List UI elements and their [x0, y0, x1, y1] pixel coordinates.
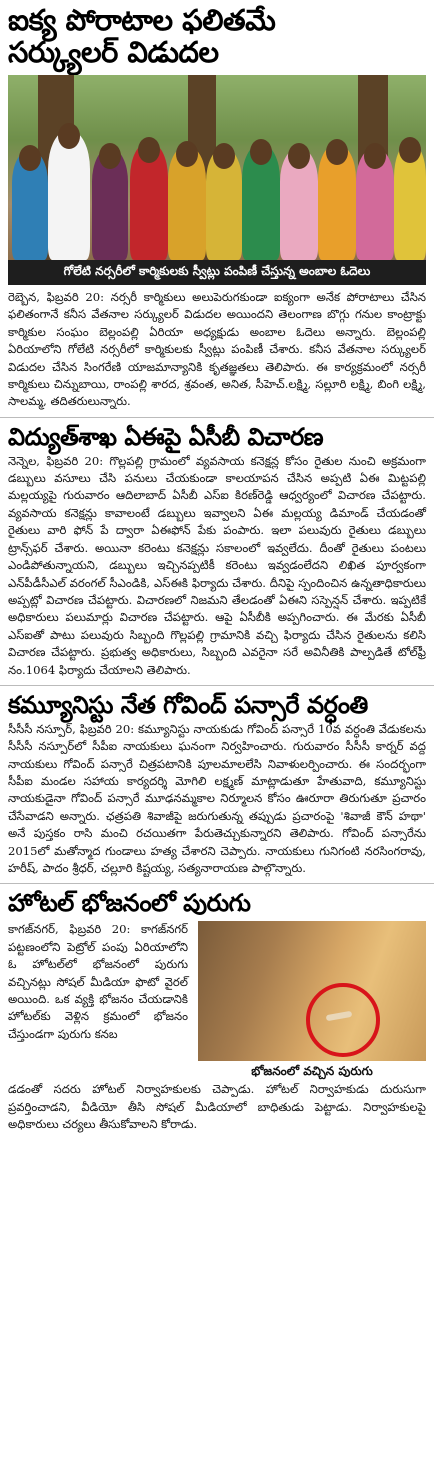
- headline-line-1: ఐక్య పోరాటాల ఫలితమే: [8, 3, 276, 37]
- article-acb-inquiry: [0, 417, 434, 679]
- article-pansare-anniversary: [0, 685, 434, 878]
- food-worm-photo: [198, 921, 426, 1061]
- photo-caption-worm: భోజనంలో వచ్చిన పురుగు: [251, 1064, 373, 1079]
- nursery-workers-photo: [8, 75, 426, 260]
- article-hotel-worm: [0, 883, 434, 1133]
- highlight-circle: [306, 983, 380, 1057]
- photo-caption-nursery: గోలేటి నర్సరీలో కార్మికులకు స్వీట్లు పంపిణీ చేస్తున్న అంబాల ఓదెలు: [8, 260, 426, 285]
- article-body-pansare-anniversary: సీసీసీ నస్పూర్, ఫిబ్రవరి 20: కమ్యూనిస్టు నాయకుడు గోవింద్ పన్సారే 10వ వర్ధంతి వేడుకలను సీసీసీ నస్పూర్‌లో సీపీఐ నాయకులు ఘనంగా నిర్వహించారు. గురువారం సీసీసీ కార్నర్ వద్ద నాయకులు గోవింద్ పన్సారే చిత్రపటానికి పూలమాలలేసి నివాళులర్పించారు. ఈ సందర్భంగా సీపీఐ మండల సహాయ కార్యదర్శి మోగిలి లక్ష్మణ్ మాట్లాడుతూ హేతువాది, కమ్యూనిస్టు నాయకుడైనా గోవింద్ పన్సారే మూఢనమ్మకాల నిర్మూలన కోసం ఊరూరా తిరుగుతూ ప్రచారం చేసేవాడని అన్నారు. ఛత్రపతి శివాజీపై జరుగుతున్న తప్పుడు ప్రచారంపై 'శివాజీ కౌన్ హథా' అనే పుస్తకం రాసి మంచి రచయితగా పేరుతెచ్చుకున్నారని తెలిపారు. గోవింద్ పన్సారేను 2015లో మతోన్మాద గుండాలు హత్య చేశారని చెప్పారు. నాయకులు గునిగంటి నరసింగరావు, హరీష్, పాదం శ్రీధర్, చల్లూరి కిష్టయ్య, సత్యనారాయణ పాల్గొన్నారు.: [8, 721, 426, 876]
- article-circular: [0, 0, 434, 411]
- headline-hotel-worm: హోటల్ భోజనంలో పురుగు: [0, 883, 434, 917]
- headline-line-2: సర్క్యులర్ విడుదల: [8, 35, 219, 70]
- article-body-circular: రెబ్బెన, ఫిబ్రవరి 20: నర్సరీ కార్మికులు అలుపెరుగకుండా ఐక్యంగా అనేక పోరాటాలు చేసిన ఫలితంగానే కనీస వేతనాల సర్క్యులర్ విడుదల అయిందని తెలంగాణ బొగ్గు గనుల కాంట్రాక్టు కార్మికుల సంఘం బెల్లంపల్లి ఏరియా అధ్యక్షుడు అంబాల ఓదెలు అన్నారు. బెల్లంపల్లి ఏరియాలోని గోలేటి నర్సరీలో కార్మికులకు స్వీట్లు పంపిణీ చేశారు. కనీస వేతనాల సర్క్యులర్ విడుదల చేసిన సింగరేణి యాజమాన్యానికి కృతజ్ఞతలు తెలిపారు. ఈ కార్యక్రమంలో నర్సరీ కార్మికులు చిన్నుబాయి, రాంపల్లి శారద, శ్రవంత, అనిత, సీహెచ్.లక్ష్మి, సల్లూరి లక్ష్మి, బింగి లక్ష్మి, సాలమ్మ, తదితరులున్నారు.: [8, 289, 426, 409]
- article-body-acb-inquiry: నెన్నెల, ఫిబ్రవరి 20: గొల్లపల్లి గ్రామంలో వ్యవసాయ కనెక్షన్ల కోసం రైతుల నుంచి అక్రమంగా డబ్బులు వసూలు చేసి పనులు చేయకుండా కాలయాపన చేసిన అప్పటి ఏఈ మిట్టపల్లి మల్లయ్యపై గురువారం ఆదిలాబాద్ ఏసీబీ ఎస్ఐ కిరణ్‌రెడ్డి ఆధ్వర్యంలో విచారణ చేపట్టారు. వ్యవసాయ కనెక్షన్లు కావాలంటే డబ్బులు ఇవ్వాలని ఏఈ మల్లయ్య డిమాండ్ చేయడంతో రైతులు వారి ఫోన్ పే ద్వారా ఏఈఫోన్ పేకు పంపారు. ఇలా పలువురు రైతులు డబ్బులు ట్రాన్స్‌ఫర్ చేశారు. అయినా కరెంటు కనెక్షన్లు సకాలంలో ఇవ్వలేదు. దీంతో రైతులు పంటలు ఎండిపోతున్నాయని, డబ్బులు ఇచ్చినప్పటికీ కరెంటు ఇవ్వడంలేదని లిఖిత పూర్వకంగా ఎన్‌పీడీసీఎల్ వరంగల్ సీఎండికి, ఎస్ఈకి ఫిర్యాదు చేశారు. దీనిపై స్పందించిన ఉన్నతాధికారులు అప్పట్లో విచారణ చేపట్టారు. విచారణలో నిజమని తేలడంతో ఏఈని సస్పెన్షన్ చేశారు. ఇప్పటికే అధికారులు పలుమార్లు విచారణ చేపట్టారు. ఆపై ఏసీబీకి అప్పగించారు. ఈ మేరకు ఏసీబీ ఎస్ఐతో పాటు పలువురు సిబ్బంది గొల్లపల్లి గ్రామానికి వచ్చి ఫిర్యాదు చేసిన రైతులను కలిసి విచారణ చేపట్టారు. ప్రభుత్వ అధికారులు, సిబ్బంది ఎవరైనా సరే అవినీతికి పాల్పడితే టోల్‌ఫ్రీ నం.1064 ఫిర్యాదు చేయాలని తెలిపారు.: [8, 453, 426, 677]
- headline-pansare-anniversary: కమ్యూనిస్టు నేత గోవింద్ పన్సారే వర్ధంతి: [0, 685, 434, 719]
- article-body-hotel-worm-column: కాగజ్‌నగర్, ఫిబ్రవరి 20: కాగజ్‌నగర్ పట్టణంలోని పెట్రోల్ పంపు ఏరియాలోని ఓ హోటల్‌లో భోజనంలో పురుగు వచ్చినట్లు సోషల్ మీడియా ఫొటో వైరల్ అయింది. ఒక వ్యక్తి భోజనం చేయడానికి హోటల్‌కు వెళ్లిన క్రమంలో భోజనం చేస్తుండగా పురుగు కనబ: [8, 922, 188, 1041]
- article-body-hotel-worm-bottom: డడంతో సదరు హోటల్ నిర్వాహకులకు చెప్పాడు. హోటల్ నిర్వాహకుడు దురుసుగా ప్రవర్తించాడని, వీడియో తీసి సోషల్ మీడియాలో బాధితుడు పెట్టాడు. నిర్వాహకులపై అధికారులు చర్యలు తీసుకోవాలని కోరాడు.: [8, 1082, 426, 1132]
- headline-acb-inquiry: విద్యుత్‌శాఖ ఏఈపై ఏసీబీ విచారణ: [0, 417, 434, 451]
